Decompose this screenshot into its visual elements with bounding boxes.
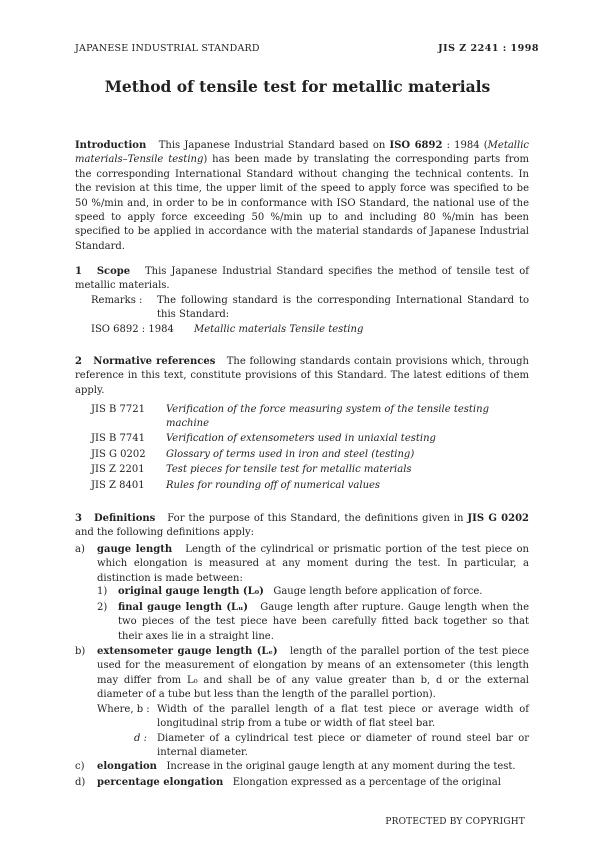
definitions-heading: Definitions (93, 513, 156, 524)
definition-c-term: elongation (97, 761, 157, 772)
scope-ref-code: ISO 6892 : 1984 (91, 324, 174, 335)
definition-a2-term: final gauge length (Lᵤ) (118, 602, 249, 613)
definition-a (97, 543, 529, 586)
scope-number: 1 (75, 266, 82, 277)
introduction-text-3: ) has been made by translating the corresponding parts from the corresponding International Standard without changing the technical contents. In the revision at this time, the upper limit of the speed to apply force was specified to be 50 %/min and, in order to be in conformance with ISO Standard, the national use of the speed to apply force exceeding 50 %/min up to and including 80 %/min has been specified to be applied in accordance with the material standards of Japanese Industrial Standard. (75, 154, 530, 252)
where-b-text: Width of the parallel length of a flat test piece or average width of longitudinal strip from a tube or width of flat steel bar. (157, 704, 529, 730)
scope-heading: Scope (96, 266, 131, 277)
definition-c (97, 760, 529, 774)
definition-a1-label: 1) (97, 586, 108, 597)
definition-a-label: a) (75, 544, 85, 555)
definition-b-term: extensometer gauge length (Lₑ) (97, 646, 278, 657)
definition-d-term: percentage elongation (97, 777, 224, 788)
definitions-number: 3 (75, 513, 82, 524)
definition-d (97, 776, 529, 790)
introduction-iso-title: Metallic materials–Tensile testing (75, 140, 529, 166)
ref-code: JIS Z 8401 (91, 480, 145, 491)
definition-d-label: d) (75, 777, 86, 788)
scope-paragraph (75, 265, 529, 294)
definition-a-text: Length of the cylindrical or prismatic portion of the test piece on which elongation is measured at any moment during the test. In particular, a distinction is made between: (97, 544, 529, 584)
definition-c-label: c) (75, 761, 85, 772)
definition-b-label: b) (75, 646, 86, 657)
definition-d-text: Elongation expressed as a percentage of the original (232, 777, 501, 788)
ref-title: Verification of extensometers used in uniaxial testing (166, 433, 436, 444)
ref-title: Test pieces for tensile test for metallic materials (166, 464, 412, 475)
header-standard-name: JAPANESE INDUSTRIAL STANDARD (75, 43, 260, 54)
ref-title: Verification of the force measuring system of the tensile testing machine (166, 404, 489, 430)
definition-a2-text: Gauge length after rupture. Gauge length when the two pieces of the test piece have been carefully fitted back together so that their axes lie in a straight line. (118, 602, 530, 642)
introduction-heading: Introduction (75, 140, 147, 151)
where-d-text: Diameter of a cylindrical test piece or diameter of round steel bar or internal diameter. (157, 733, 529, 759)
ref-title: Glossary of terms used in iron and steel (testing) (166, 449, 415, 460)
where-d-label: d : (134, 733, 147, 744)
where-b-label: Where, b : (97, 704, 150, 715)
definition-a2 (118, 601, 529, 644)
scope-remarks-text: The following standard is the corresponding International Standard to this Standard: (157, 295, 529, 321)
definitions-text-1: For the purpose of this Standard, the definitions given in (167, 513, 464, 524)
definitions-text-2: and the following definitions apply: (75, 527, 255, 539)
introduction-iso-ref: ISO 6892 (389, 140, 443, 151)
definition-a1-text: Gauge length before application of force. (273, 586, 483, 597)
header-standard-number: JIS Z 2241 : 1998 (438, 43, 539, 54)
ref-code: JIS B 7721 (91, 404, 145, 415)
introduction-text-2: : 1984 ( (446, 140, 488, 151)
scope-remarks-label: Remarks : (91, 295, 143, 306)
ref-title: Rules for rounding off of numerical values (166, 480, 381, 491)
normative-text: The following standards contain provisions which, through reference in this text, constitute provisions of this Standard. The latest editions of them apply. (75, 356, 529, 396)
ref-code: JIS Z 2201 (91, 464, 145, 475)
copyright-footer: PROTECTED BY COPYRIGHT (385, 817, 525, 827)
ref-code: JIS B 7741 (91, 433, 145, 444)
definition-a-term: gauge length (97, 544, 173, 555)
definitions-paragraph (75, 512, 529, 541)
normative-heading: Normative references (93, 356, 216, 367)
definitions-jis-ref: JIS G 0202 (467, 513, 529, 524)
definition-b-text: length of the parallel portion of the test piece used for the measurement of elongation by means of an extensometer (this length may differ from L₀ and shall be of any value greater than b, d or the external diameter of a tube but less than the length of the parallel portion). (97, 646, 529, 701)
ref-code: JIS G 0202 (91, 449, 146, 460)
scope-text: This Japanese Industrial Standard specifies the method of tensile test of metallic materials. (75, 266, 529, 292)
page-title: Method of tensile test for metallic materials (104, 77, 491, 96)
definition-a1 (118, 585, 529, 599)
scope-ref-title: Metallic materials Tensile testing (194, 324, 364, 335)
definition-a2-label: 2) (97, 602, 108, 613)
definition-b (97, 645, 529, 703)
normative-paragraph (75, 355, 529, 398)
introduction-paragraph (75, 139, 529, 254)
definition-c-text: Increase in the original gauge length at any moment during the test. (166, 761, 516, 772)
definition-a1-term: original gauge length (L₀) (118, 586, 264, 597)
introduction-text-1: This Japanese Industrial Standard based on (158, 140, 386, 151)
normative-number: 2 (75, 356, 82, 367)
